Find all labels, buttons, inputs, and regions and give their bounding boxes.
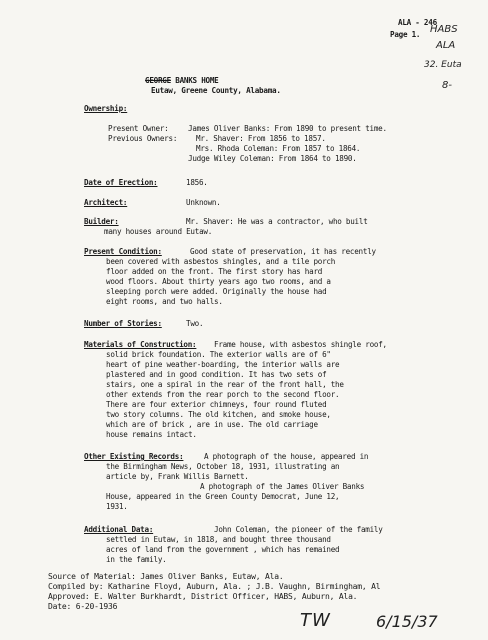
- condition-text: Good state of preservation, it has recently: [190, 247, 376, 256]
- stories-value: Two.: [186, 319, 204, 328]
- additional-text: acres of land from the government , which has remained: [106, 545, 340, 554]
- hand-ala: ALA: [436, 40, 456, 51]
- materials-text: house remains intact.: [106, 430, 197, 439]
- condition-text: eight rooms, and two halls.: [106, 297, 223, 306]
- hand-county: 32. Euta: [424, 60, 462, 70]
- page-title: [145, 76, 218, 86]
- additional-text: settled in Eutaw, in 1818, and bought three thousand: [106, 535, 331, 544]
- builder-text: many houses around Eutaw.: [104, 227, 213, 236]
- materials-text: There are four exterior chimneys, four round fluted: [106, 400, 327, 409]
- records-text: A photograph of the house, appeared in: [204, 452, 369, 461]
- erection-heading: Date of Erection:: [84, 178, 158, 187]
- condition-heading: Present Condition:: [84, 247, 162, 256]
- title-name: BANKS HOME: [175, 76, 219, 85]
- approved-line: Approved: E. Walter Burkhardt, District Officer, HABS, Auburn, Ala.: [48, 592, 358, 601]
- additional-text: John Coleman, the pioneer of the family: [214, 525, 383, 534]
- page-number: Page 1.: [390, 30, 421, 39]
- records-text: the Birmingham News, October 18, 1931, illustrating an: [106, 462, 340, 471]
- builder-heading: Builder:: [84, 217, 119, 226]
- materials-text: other extends from the rear porch to the second floor.: [106, 390, 340, 399]
- title-location: Eutaw, Greene County, Alabama.: [151, 86, 281, 95]
- materials-heading: Materials of Construction:: [84, 340, 197, 349]
- condition-text: floor added on the front. The first story has hard: [106, 267, 323, 276]
- condition-text: sleeping porch were added. Originally the house had: [106, 287, 327, 296]
- records-text: article by, Frank Willis Barnett.: [106, 472, 249, 481]
- materials-text: plastered and in good condition. It has two sets of: [106, 370, 327, 379]
- builder-text: Mr. Shaver: He was a contractor, who built: [186, 217, 368, 226]
- previous-owner: Mr. Shaver: From 1856 to 1857.: [196, 134, 326, 143]
- stories-heading: Number of Stories:: [84, 319, 162, 328]
- materials-text: heart of pine weather-boarding, the interior walls are: [106, 360, 340, 369]
- architect-heading: Architect:: [84, 198, 128, 207]
- signature-initials: TW: [300, 610, 331, 631]
- records-heading: Other Existing Records:: [84, 452, 184, 461]
- previous-owner: Judge Wiley Coleman: From 1864 to 1890.: [188, 154, 357, 163]
- compiled-line: Compiled by: Katharine Floyd, Auburn, Ala. ; J.B. Vaughn, Birmingham, Al: [48, 582, 381, 591]
- architect-value: Unknown.: [186, 198, 221, 207]
- materials-text: solid brick foundation. The exterior walls are of 6": [106, 350, 331, 359]
- records-text: 1931.: [106, 502, 128, 511]
- present-owner-label: Present Owner:: [108, 124, 169, 133]
- date-line: Date: 6-20-1936: [48, 602, 118, 611]
- ownership-heading: Ownership:: [84, 104, 128, 113]
- erection-value: 1856.: [186, 178, 208, 187]
- title-crossed: GEORGE: [145, 76, 171, 85]
- previous-owner: Mrs. Rhoda Coleman: From 1857 to 1864.: [196, 144, 361, 153]
- records-text: House, appeared in the Green County Democrat, June 12,: [106, 492, 340, 501]
- hand-number: 8-: [442, 80, 452, 91]
- condition-text: wood floors. About thirty years ago two rooms, and a: [106, 277, 331, 286]
- materials-text: Frame house, with asbestos shingle roof,: [214, 340, 387, 349]
- additional-text: in the family.: [106, 555, 167, 564]
- present-owner-value: James Oliver Banks: From 1890 to present time.: [188, 124, 387, 133]
- materials-text: stairs, one a spiral in the rear of the front hall, the: [106, 380, 344, 389]
- condition-text: been covered with asbestos shingles, and a tile porch: [106, 257, 336, 266]
- previous-owners-label: Previous Owners:: [108, 134, 178, 143]
- ref-code: ALA - 246: [398, 18, 437, 27]
- source-line: Source of Material: James Oliver Banks, Eutaw, Ala.: [48, 572, 284, 581]
- signature-date: 6/15/37: [376, 612, 438, 631]
- records-text: A photograph of the James Oliver Banks: [200, 482, 365, 491]
- materials-text: two story columns. The old kitchen, and smoke house,: [106, 410, 331, 419]
- additional-heading: Additional Data:: [84, 525, 154, 534]
- hand-habs: HABS: [430, 24, 458, 35]
- materials-text: which are of brick , are in use. The old carriage: [106, 420, 318, 429]
